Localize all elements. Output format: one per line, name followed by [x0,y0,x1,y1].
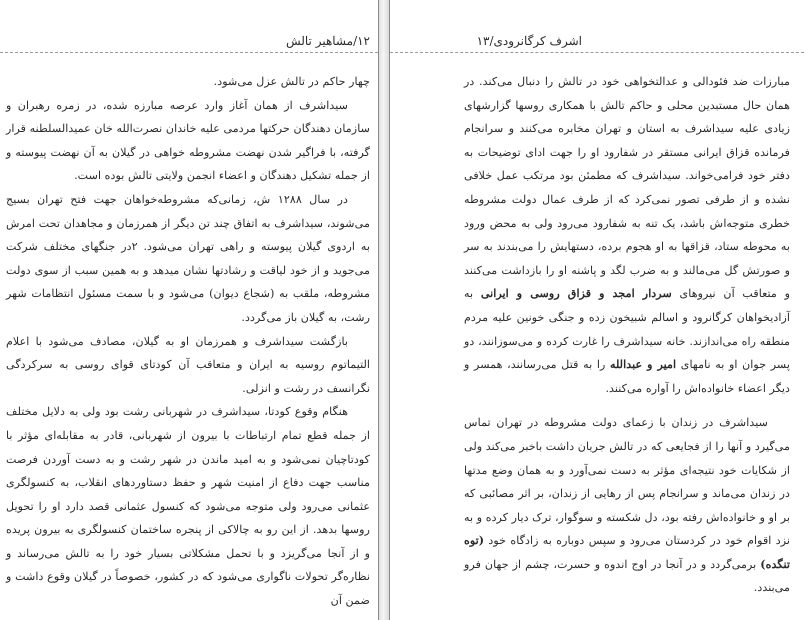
left-page [0,0,378,620]
paragraph [6,188,370,330]
left-page-header: ۱۲/مشاهیر تالش [285,34,370,48]
text-run: برمی‌گردد و در آنجا در اوج اندوه و حسرت، چشم از جهان فرو می‌بندد. [464,557,790,595]
left-header-rule [0,52,378,53]
paragraph [6,70,370,94]
bold-phrase: امیر و عبدالله [609,357,677,372]
paragraph [464,70,790,400]
text-run: هنگام وقوع کودتا، سیداشرف در شهربانی رشت بود ولی به دلایل مختلف از جمله قطع تمام ارتباطات با بیرون از شهربانی، قادر به مقابله‌ای مؤثر با کودتاچیان نمی‌شود و به امید ماندن در شهر رشت و به دست آوردن فرصت مناسب جهت دفاع از امنیت شهر و حفظ دستاوردهای انقلاب، به کنسولگری عثمانی می‌رود ولی متوجه می‌شود که کنسول عثمانی قصد دارد او را تحویل روسها بدهد. از این رو به چالاکی از پنجره ساختمان کنسولگری به بیرون پریده و از آنجا می‌گریزد و با تحمل مشکلاتی بسیار خود را به تالش می‌رساند و نظاره‌گر تحولات ناگواری می‌شود که در کشور، خصوصاً در گیلان وقوع داشت و ضمن آن [6,405,370,608]
bold-phrase: سردار امجد و قزاق روسی و ایرانی [480,286,672,301]
text-run: به آزادیخواهان کرگانرود و اسالم شبیخون زده و جنگی خونین علیه مردم منطقه راه می‌اندازند. خانه سیداشرف را غارت کرده و می‌سوزانند، دو پسر جوان او به نامهای [464,287,791,372]
text-run: در سال ۱۲۸۸ ش، زمانی‌که مشروطه‌خواهان جهت فتح تهران بسیج می‌شوند، سیداشرف به اتفاق چند تن دیگر از همرزمان و مجاهدان تحت امرش به اردوی گیلان پیوسته و راهی تهران می‌شود. ۲در جنگهای مختلف شرکت می‌جوید و از خود لیاقت و رشادتها نشان میدهد و به همین سبب از سوی دولت مشروطه، ملقب به (شجاع دیوان) می‌شود و با سمت مسئول انتظامات شهر رشت، به گیلان باز می‌گردد. [6,192,370,324]
text-run: را به قتل می‌رسانند، همسر و دیگر اعضاء خانواده‌اش را آواره می‌کنند. [464,358,790,395]
text-run: سیداشرف در زندان با زعمای دولت مشروطه در تهران تماس می‌گیرد و آنها را از فجایعی که در تالش جریان داشت باخبر می‌کند ولی از شکایات خود نتیجه‌ای مؤثر به دست نمی‌آورد و به همان وضع مدتها در زندان می‌ماند و سرانجام پس از رهایی از زندان، بر اثر مصائبی که بر او و خانواده‌اش رفته بود، دل شکسته و سوگوار، ترک دیار کرده و به نزد اقوام خود در کردستان می‌رود و سپس دوباره به زادگاه خود [464,416,790,548]
paragraph [6,94,370,188]
text-run: سیداشرف از همان آغاز وارد عرصه مبارزه شده، در زمره رهبران و سازمان دهندگان حرکتها مردمی علیه خاندان نصرت‌الله خان عمیدالسلطنه قرار گرفته، با فراگیر شدن نهضت مشروطه خواهی در گیلان به آن نهضت پیوسته و از جمله تشکیل دهندگان و اعضاء انجمن ولایتی تالش بوده است. [6,98,370,183]
paragraph [6,400,370,612]
right-page-body [464,70,790,600]
right-page [390,0,804,620]
text-run: بازگشت سیداشرف و همرزمان او به گیلان، مصادف می‌شود با اعلام التیماتوم روسیه به ایران و متعاقب آن کودتای قوای روسی به سرکردگی نگرانسف در رشت و انزلی. [6,334,370,395]
paragraph [6,330,370,401]
right-header-rule [390,52,804,53]
text-run: مبارزات ضد فئودالی و عدالتخواهی خود در تالش را دنبال می‌کند. در همان حال مستبدین محلی و حاکم تالش با همکاری روسها گزارشهای زیادی علیه سیداشرف به استان و تهران مخابره می‌کنند و سرانجام فرمانده قزاق ایرانی مستقر در شفارود او را جهت ادای توضیحات به دفتر خود فرامی‌خواند. سیداشرف که مطمئن بود مرتکب عمل خلافی نشده و از طرفی تصور نمی‌کرد که از طرف عمال دولت مشروطه خطری متوجه‌اش باشد، یک تنه به شفارود می‌رود ولی به محض ورود به محوطه ستاد، قزاقها به او هجوم برده، دستهایش را می‌بندند به سر و صورتش گل می‌مالند و به ضرب لگد و پاشنه او را بازداشت می‌کنند و متعاقب آن نیروهای [464,75,790,301]
left-page-body [6,70,370,613]
bold-phrase: (توه تنگده) [464,533,790,571]
right-page-header: اشرف کرگانرودی/۱۳ [476,34,582,48]
left-page-edge [378,0,379,620]
paragraph [464,411,790,600]
text-run: چهار حاکم در تالش عزل می‌شود. [213,75,370,88]
